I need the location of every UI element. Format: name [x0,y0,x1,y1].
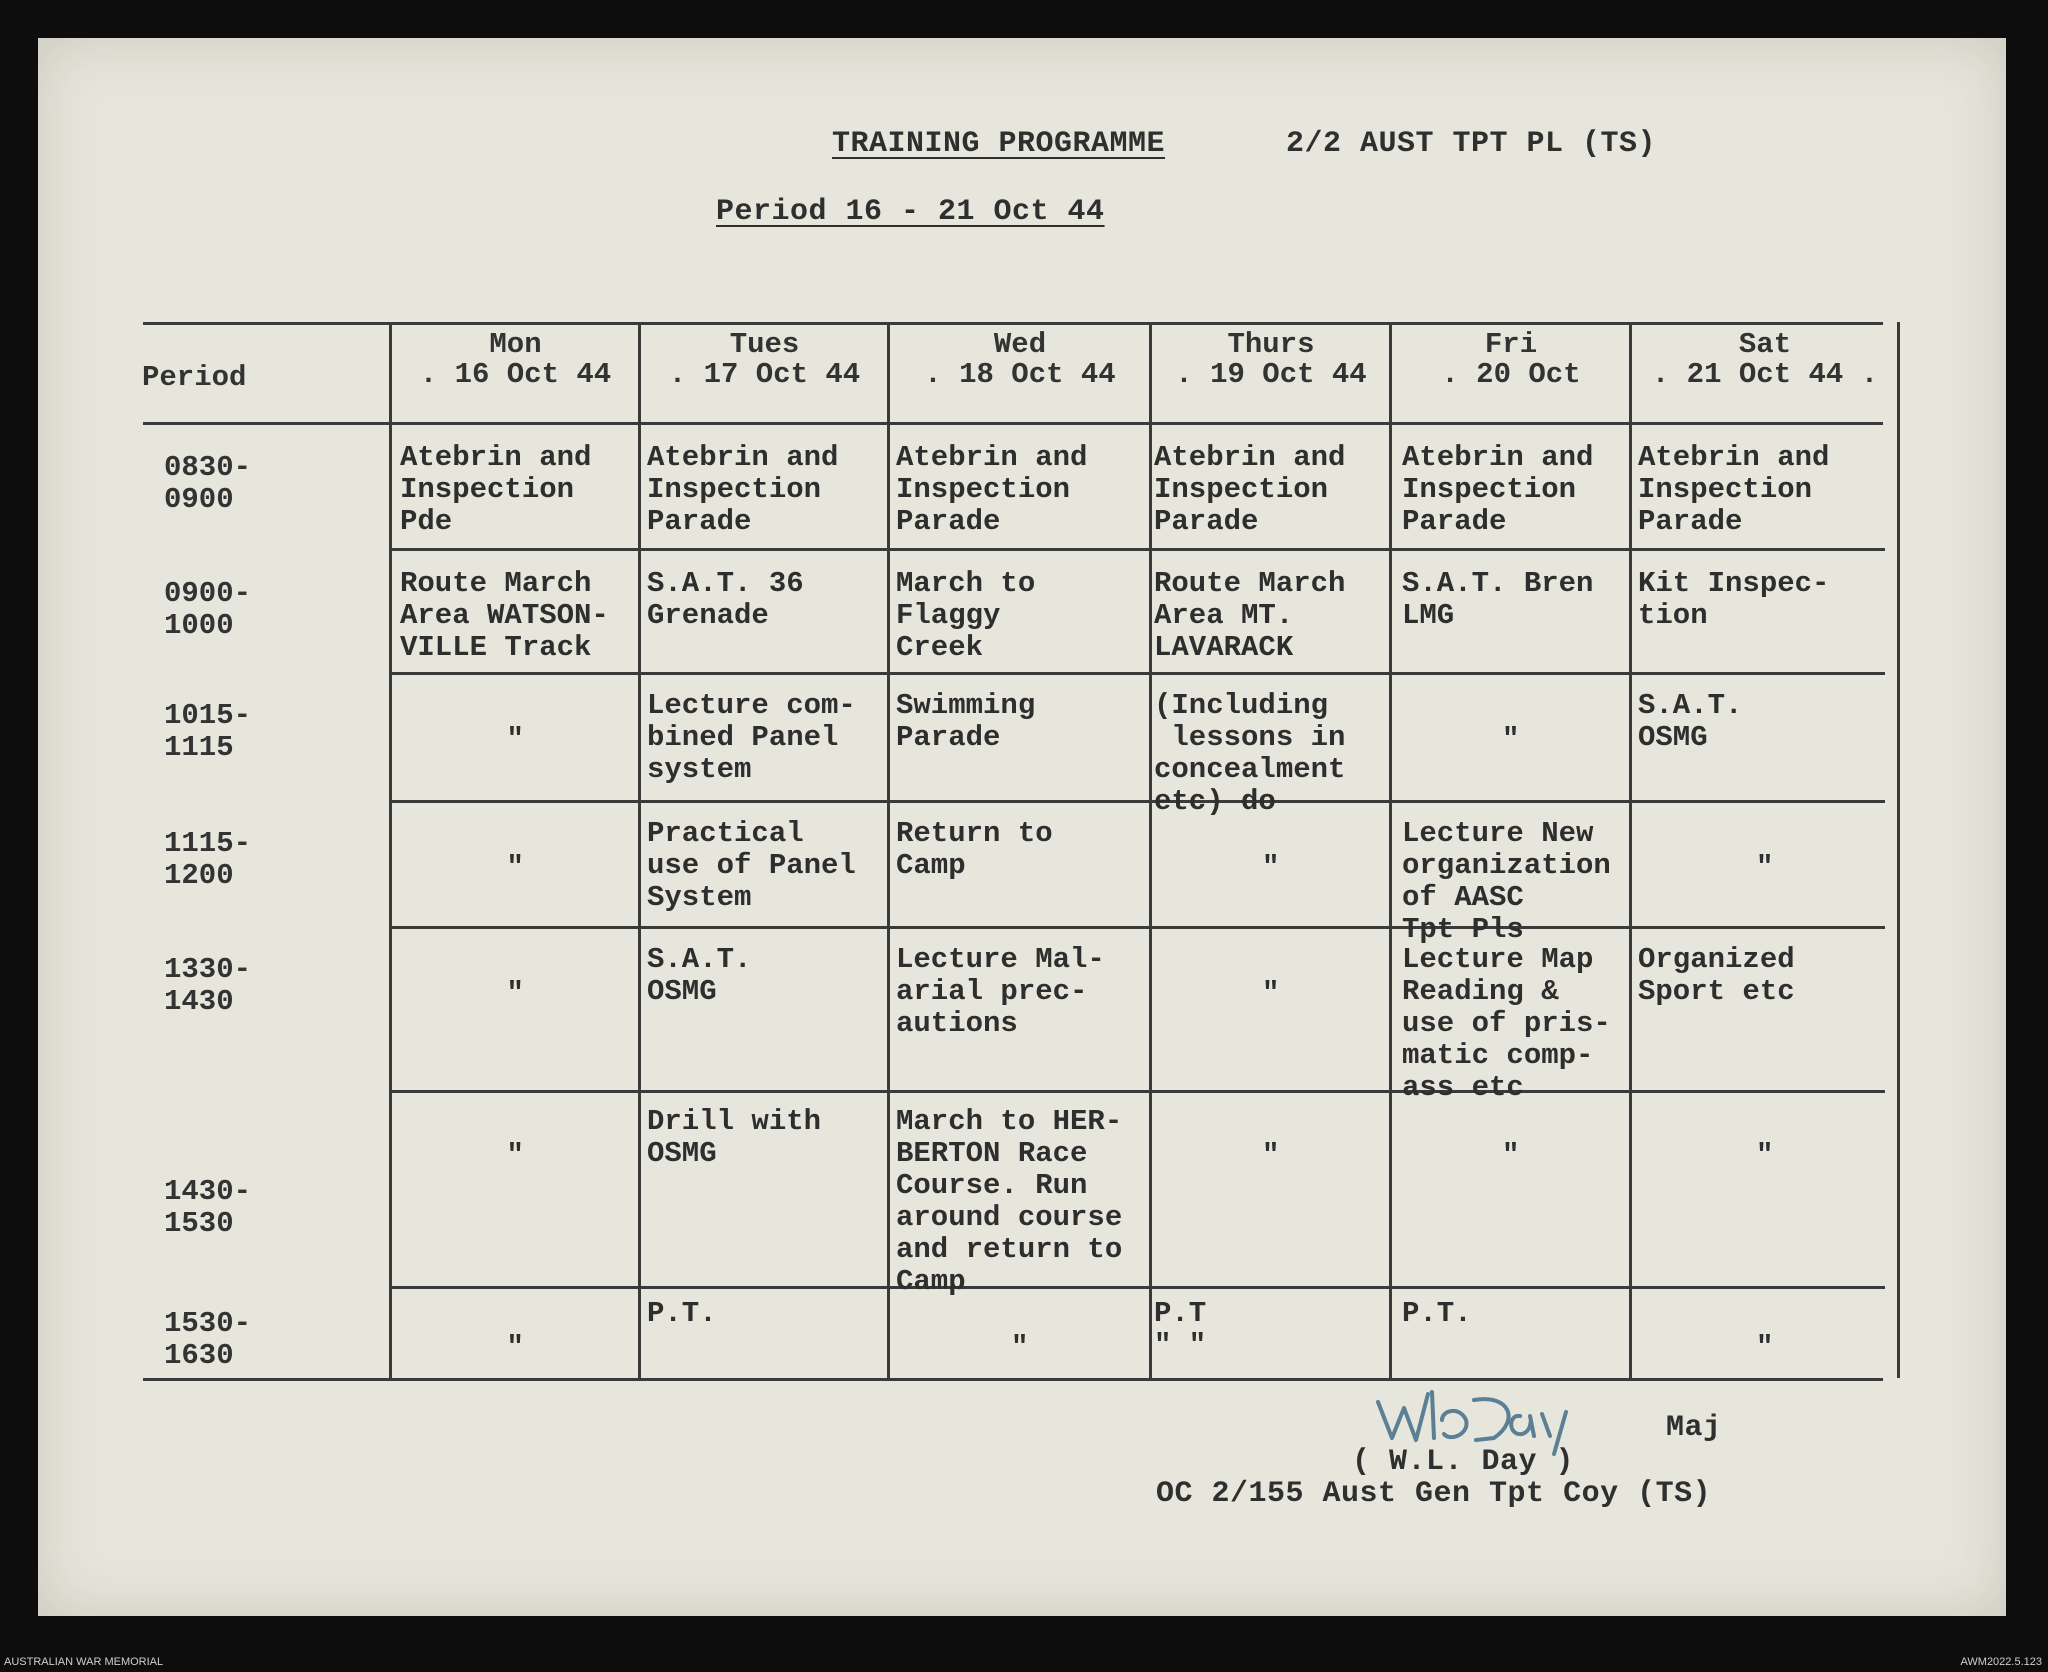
timetable-cell: S.A.T. 36 Grenade [647,567,804,632]
column-divider-rule [389,322,392,1378]
timetable-cell: Lecture New organization of AASC Tpt Pls [1402,817,1611,946]
day-date: . 19 Oct 44 [1175,358,1367,391]
period-time [164,1176,251,1240]
period-time [164,828,251,892]
column-divider-rule [1149,322,1152,1378]
day-name: Thurs [1227,328,1315,361]
archive-reference: AWM2022.5.123 [1960,1656,2042,1668]
timetable-cell: P.T. [647,1297,717,1330]
day-name: Wed [993,328,1047,361]
day-date: . 20 Oct [1441,358,1581,391]
day-header [1156,330,1386,390]
period-time-line: 1530 [164,1207,234,1240]
day-header [894,330,1146,390]
timetable-cell: Practical use of Panel System [647,817,856,914]
unit-designation: 2/2 AUST TPT PL (TS) [1286,127,1657,161]
row-divider-rule [390,1286,1885,1289]
timetable-cell: (Including lessons in concealment etc) do [1154,689,1346,818]
day-name: Fri [1484,328,1538,361]
period-time-line: 1115- [164,827,252,860]
timetable-cell: " [1502,723,1520,756]
timetable-cell: " [506,723,524,756]
timetable-cell: Atebrin and Inspection Parade [1638,441,1830,538]
timetable-cell: Return to Camp [896,817,1053,882]
timetable-cell: Drill with OSMG [647,1105,822,1170]
period-time-line: 1200 [164,859,234,892]
period-time-line: 1330- [164,953,252,986]
day-name: Tues [729,328,800,361]
timetable-cell: Swimming Parade [896,689,1036,754]
timetable-cell: " [1502,1139,1520,1172]
timetable-cell: " [1756,851,1774,884]
timetable-cell: " [506,977,524,1010]
period-time [164,1308,251,1372]
period-time-line: 0830- [164,451,252,484]
signatory-name: ( W.L. Day ) [1352,1445,1575,1479]
timetable-cell: " [1262,977,1280,1010]
timetable-cell: Atebrin and Inspection Pde [400,441,592,538]
row-divider-rule [390,1090,1885,1093]
column-divider-rule [887,322,890,1378]
timetable-cell: " [1011,1331,1029,1364]
day-date: . 21 Oct 44 . [1651,358,1879,391]
column-divider-rule [1629,322,1632,1378]
timetable-cell: S.A.T. Bren LMG [1402,567,1594,632]
period-time-line: 1000 [164,609,234,642]
day-date: . 17 Oct 44 [668,358,861,391]
signatory-rank: Maj [1666,1411,1722,1445]
day-name: Sat [1738,328,1792,361]
timetable-cell: Lecture com- bined Panel system [647,689,856,786]
row-divider-rule [390,800,1885,803]
timetable-cell: " [1262,1139,1280,1172]
timetable-cell: " [506,851,524,884]
period-time-line: 1630 [164,1339,234,1372]
timetable-cell: Atebrin and Inspection Parade [896,441,1088,538]
row-divider-rule [390,672,1885,675]
period-time-line: 1430 [164,985,234,1018]
day-date: . 16 Oct 44 [419,358,612,391]
period-heading: Period 16 - 21 Oct 44 [716,195,1105,229]
day-header [1396,330,1626,390]
timetable-cell: Lecture Map Reading & use of pris- matic comp- ass etc [1402,943,1611,1104]
timetable-cell: Atebrin and Inspection Parade [647,441,839,538]
day-header [396,330,635,390]
timetable-cell: Route March Area WATSON- VILLE Track [400,567,609,664]
timetable-cell: Atebrin and Inspection Parade [1154,441,1346,538]
table-top-rule [143,322,1883,325]
timetable-cell: Kit Inspec- tion [1638,567,1830,632]
column-divider-rule [638,322,641,1378]
timetable-cell: Organized Sport etc [1638,943,1795,1008]
period-time-line: 1430- [164,1175,252,1208]
day-header [645,330,884,390]
timetable-cell: " [1756,1139,1774,1172]
row-divider-rule [390,926,1885,929]
period-time-line: 1530- [164,1307,252,1340]
archive-credit: AUSTRALIAN WAR MEMORIAL [4,1656,164,1668]
period-time [164,578,251,642]
column-divider-rule [1897,322,1900,1378]
timetable-cell: March to HER- BERTON Race Course. Run around course and return to Camp [896,1105,1123,1298]
timetable-cell: " [1262,851,1280,884]
period-column-header: Period [142,361,247,394]
table-bottom-rule [143,1378,1883,1381]
timetable-cell: " [1756,1331,1774,1364]
timetable-cell: " [506,1139,524,1172]
period-time [164,452,251,516]
column-divider-rule [1389,322,1392,1378]
timetable-cell: P.T " " [1154,1297,1207,1362]
timetable-cell: S.A.T. OSMG [647,943,752,1008]
period-time [164,700,251,764]
period-time [164,954,251,1018]
timetable-cell: S.A.T. OSMG [1638,689,1743,754]
timetable-cell: Route March Area MT. LAVARACK [1154,567,1346,664]
period-time-line: 1015- [164,699,252,732]
timetable-cell: Atebrin and Inspection Parade [1402,441,1594,538]
period-time-line: 0900- [164,577,252,610]
signatory-position: OC 2/155 Aust Gen Tpt Coy (TS) [1156,1477,1712,1511]
table-header-rule [143,422,1883,425]
document-title: TRAINING PROGRAMME [832,127,1166,161]
day-name: Mon [489,328,542,361]
timetable-cell: Lecture Mal- arial prec- autions [896,943,1105,1040]
timetable-cell: March to Flaggy Creek [896,567,1036,664]
period-time-line: 1115 [164,731,234,764]
timetable-cell: " [506,1331,524,1364]
period-time-line: 0900 [164,483,234,516]
row-divider-rule [390,548,1885,551]
day-header [1636,330,1894,390]
day-date: . 18 Oct 44 [924,358,1116,391]
timetable-cell: P.T. [1402,1297,1472,1330]
